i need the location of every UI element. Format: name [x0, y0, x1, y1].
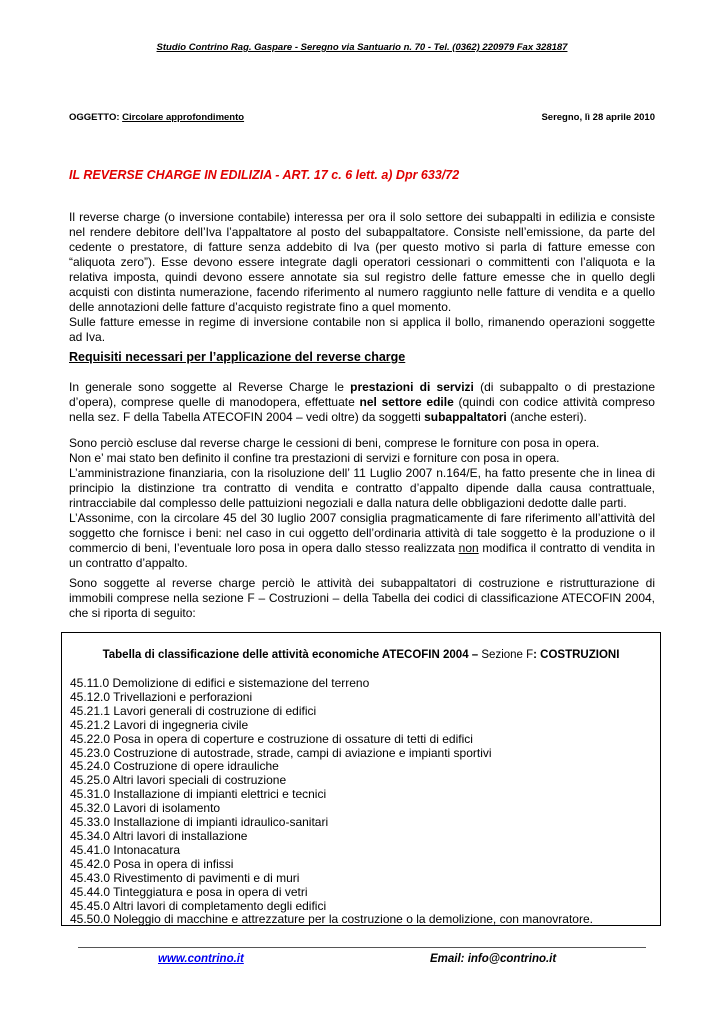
requisiti-paragraph [69, 380, 655, 425]
subject-value: Circolare approfondimento [122, 112, 245, 123]
list-item: 45.44.0 Tinteggiatura e posa in opera di vetri [70, 884, 308, 899]
list-item: 45.50.0 Noleggio di macchine e attrezzature per la costruzione o la demolizione, con manovratore. [70, 912, 593, 927]
list-item: 45.33.0 Installazione di impianti idraulico-sanitari [70, 815, 329, 830]
document-title: IL REVERSE CHARGE IN EDILIZIA - ART. 17 c. 6 lett. a) Dpr 633/72 [69, 168, 460, 182]
assonime-text-2: modifica il contratto di vendita in un contratto d’appalto. [69, 541, 655, 570]
list-item: 45.21.2 Lavori di ingegneria civile [70, 717, 249, 732]
list-item: 45.24.0 Costruzione di opere idrauliche [70, 759, 279, 774]
requisiti-bold-1: prestazioni di servizi [350, 380, 474, 394]
list-item: 45.45.0 Altri lavori di completamento degli edifici [70, 898, 327, 913]
requisiti-text-4: (anche esteri). [506, 410, 587, 424]
list-item: 45.21.1 Lavori generali di costruzione di edifici [70, 703, 317, 718]
list-item: 45.32.0 Lavori di isolamento [70, 801, 221, 816]
section-heading: Requisiti necessari per l’applicazione del reverse charge [69, 350, 406, 364]
esclusioni-section [69, 436, 655, 571]
table-title [62, 649, 660, 661]
subject-label: OGGETTO: [69, 112, 120, 123]
subject-line [69, 112, 244, 123]
atecofin-table-box [61, 632, 661, 926]
intro-section [69, 210, 655, 345]
esclusioni-line-4 [69, 511, 655, 571]
intro-bollo-paragraph: Sulle fatture emesse in regime di inversione contabile non si applica il bollo, rimanendo operazioni soggette ad Iva. [69, 315, 655, 344]
list-item: 45.12.0 Trivellazioni e perforazioni [70, 689, 253, 704]
list-item: 45.34.0 Altri lavori di installazione [70, 828, 248, 843]
activity-code-list [70, 677, 652, 927]
website-link[interactable]: www.contrino.it [158, 953, 244, 965]
list-item: 45.42.0 Posa in opera di infissi [70, 856, 234, 871]
list-item: 45.11.0 Demolizione di edifici e sistemazione del terreno [70, 676, 370, 690]
esclusioni-line-2: Non e’ mai stato ben definito il confine tra prestazioni di servizi e forniture con posa in opera. [69, 451, 560, 465]
requisiti-text-1: In generale sono soggette al Reverse Charge le [69, 380, 351, 394]
footer-divider [78, 947, 646, 948]
requisiti-text-2: (di subappalto o di prestazione d’opera), comprese quelle di manodopera, effettuate [69, 380, 655, 409]
list-item: 45.43.0 Rivestimento di pavimenti e di muri [70, 870, 300, 885]
table-title-section: Sezione F [481, 649, 534, 661]
requisiti-text-3: (quindi con codice attività compreso nella sez. F della Tabella ATECOFIN 2004 – vedi oltre) da soggetti [69, 395, 655, 424]
footer-email: Email: info@contrino.it [430, 953, 557, 965]
esclusioni-line-3: L’amministrazione finanziaria, con la risoluzione dell’ 11 Luglio 2007 n.164/E, ha fatto presente che in linea di principio la distinzione tra contratto di vendita e contratto d’appalto dipende dalla causa contrattuale, rintracciabile dal complesso delle pattuizioni negoziali e dalla natura delle obbligazioni dedotte dalle parti. [69, 466, 655, 510]
conclusione-paragraph: Sono soggette al reverse charge perciò le attività dei subappaltatori di costruzione e ristrutturazione di immobili comprese nella sezione F – Costruzioni – della Tabella dei codici di classificazione ATECOFIN 2004, che si riporta di seguito: [69, 576, 655, 620]
table-title-main: Tabella di classificazione delle attività economiche ATECOFIN 2004 – [102, 649, 482, 661]
assonime-underlined: non [458, 541, 479, 555]
list-item: 45.31.0 Installazione di impianti elettrici e tecnici [70, 787, 327, 802]
esclusioni-line-1: Sono perciò escluse dal reverse charge le cessioni di beni, comprese le forniture con posa in opera. [69, 436, 600, 450]
list-item: 45.41.0 Intonacatura [70, 842, 181, 857]
document-date: Seregno, lì 28 aprile 2010 [541, 112, 655, 123]
intro-paragraph: Il reverse charge (o inversione contabile) interessa per ora il solo settore dei subappalti in edilizia e consiste nel rendere debitore dell’Iva l’appaltatore al posto del subappaltatore. Consiste nell’emissione, da parte del cedente o prestatore, di fatture senza addebito di Iva (per questo motivo si parla di fatture emesse con “aliquota zero”). Esse devono essere integrate dagli operatori cessionari o committenti con l’aliquota e la relativa imposta, quindi devono essere annotate sia sul registro delle fatture emesse che in quello degli acquisti con distinta numerazione, facendo riferimento al numero raggiunto nelle fatture di vendita e a quello delle annotazioni delle fatture d’acquisto registrate fino a quel momento. [69, 210, 655, 314]
requisiti-bold-2: nel settore edile [359, 395, 454, 409]
assonime-text-1: L’Assonime, con la circolare 45 del 30 luglio 2007 consiglia pragmaticamente di fare riferimento all’attività del soggetto che fornisce i beni: nel caso in cui oggetto dell’ordinaria attività di tale soggetto è la produzione o il commercio di beni, l’eventuale loro posa in opera dallo stesso realizzata [69, 511, 655, 555]
list-item: 45.23.0 Costruzione di autostrade, strade, campi di aviazione e impianti sportivi [70, 745, 492, 760]
letterhead: Studio Contrino Rag. Gaspare - Seregno via Santuario n. 70 - Tel. (0362) 220979 Fax 328187 [156, 42, 568, 53]
table-title-end: : COSTRUZIONI [533, 649, 620, 661]
list-item: 45.22.0 Posa in opera di coperture e costruzione di ossature di tetti di edifici [70, 731, 473, 746]
list-item: 45.25.0 Altri lavori speciali di costruzione [70, 773, 287, 788]
requisiti-bold-3: subappaltatori [424, 410, 507, 424]
